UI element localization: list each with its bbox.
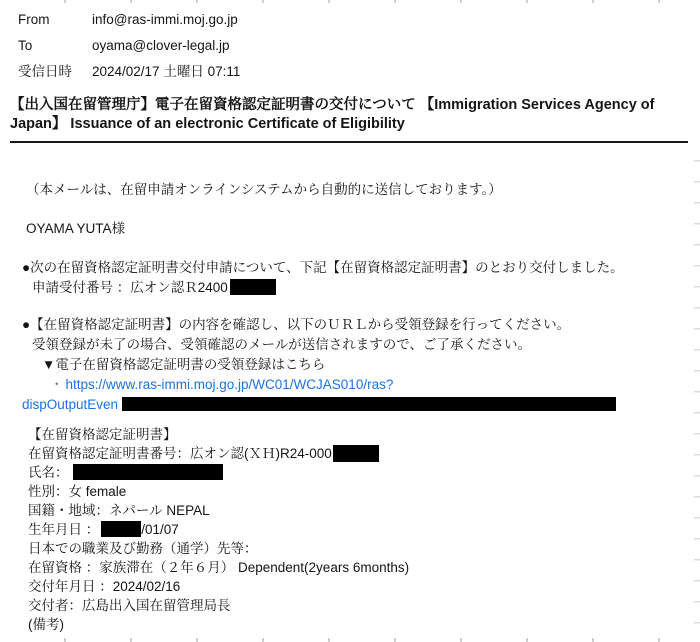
issuer-line: 交付者：広島出入国在留管理局長 <box>28 598 231 613</box>
certificate-title: 【在留資格認定証明書】 <box>28 427 177 442</box>
certificate-number-line <box>28 444 700 463</box>
redaction-box-birth-year <box>101 521 141 537</box>
application-receipt-number-line <box>32 278 700 298</box>
redaction-box-certificate-number <box>333 445 379 462</box>
redaction-box-url <box>122 397 616 411</box>
to-row <box>18 33 700 59</box>
email-header <box>0 0 700 85</box>
registration-link-wrap-line <box>22 395 700 415</box>
received-date-row <box>18 59 700 85</box>
link-bullet: ・ <box>50 377 64 392</box>
grid-artifact-bottom <box>0 638 700 642</box>
occupation-line: 日本での職業及び勤務（通学）先等： <box>28 541 258 556</box>
registration-url-link[interactable]: https://www.ras-immi.moj.go.jp/WC01/WCJAS010/ras? <box>65 377 394 392</box>
name-label: 氏名： <box>28 465 69 480</box>
birthdate-suffix: /01/07 <box>141 522 179 537</box>
email-body <box>0 180 700 634</box>
grid-artifact-right <box>694 160 700 640</box>
received-date-label: 受信日時 <box>18 64 72 79</box>
to-label: To <box>18 38 33 53</box>
residence-status-line: 在留資格 ：家族滞在（２年６月） Dependent(2years 6months) <box>28 560 410 575</box>
registration-link-line <box>50 375 700 395</box>
auto-send-notice: （本メールは、在留申請オンラインシステムから自動的に送信しております。） <box>26 182 502 197</box>
nationality-line: 国籍・地域：ネパール NEPAL <box>28 503 210 518</box>
application-receipt-number-label: 申請受付番号 ：広オン認Ｒ2400 <box>32 280 228 295</box>
redaction-box-name <box>73 464 223 480</box>
subject-divider <box>10 141 688 143</box>
remarks-line: (備考) <box>28 617 64 632</box>
to-address: oyama@clover-legal.jp <box>92 38 230 53</box>
issuance-paragraph <box>0 258 700 298</box>
received-date-value: 2024/02/17 土曜日 07:11 <box>92 64 241 79</box>
recipient-name: OYAMA YUTA様 <box>26 221 126 236</box>
from-row <box>18 7 700 33</box>
grid-artifact-top <box>0 0 700 3</box>
from-label: From <box>18 12 50 27</box>
registration-instruction: ●【在留資格認定証明書】の内容を確認し、以下のＵＲＬから受領登録を行ってください。 <box>22 317 571 332</box>
certificate-number-label: 在留資格認定証明書番号：広オン認(ＸＨ)R24-000 <box>28 446 332 461</box>
registration-url-link-continuation[interactable]: dispOutputEven <box>22 397 119 412</box>
name-line <box>28 463 700 482</box>
birthdate-label: 生年月日 ： <box>28 522 100 537</box>
registration-note: 受領登録が未了の場合、受領確認のメールが送信されますので、ご了承ください。 <box>32 337 531 352</box>
redaction-box-receipt-number <box>230 279 276 295</box>
issue-date-line: 交付年月日 ：2024/02/16 <box>28 579 181 594</box>
issuance-statement: ●次の在留資格認定証明書交付申請について、下記【在留資格認定証明書】のとおり交付しました。 <box>22 260 624 275</box>
from-address: info@ras-immi.moj.go.jp <box>92 12 238 27</box>
registration-link-heading: ▼電子在留資格認定証明書の受領登録はこちら <box>42 357 326 372</box>
gender-line: 性別：女 female <box>28 484 127 499</box>
email-subject: 【出入国在留管理庁】電子在留資格認定証明書の交付について 【Immigration Services Agency of Japan】 Issuance of an electronic Certificate of Eligibility <box>10 97 655 132</box>
certificate-section <box>0 425 700 634</box>
birthdate-line <box>28 520 700 539</box>
registration-paragraph <box>0 315 700 415</box>
